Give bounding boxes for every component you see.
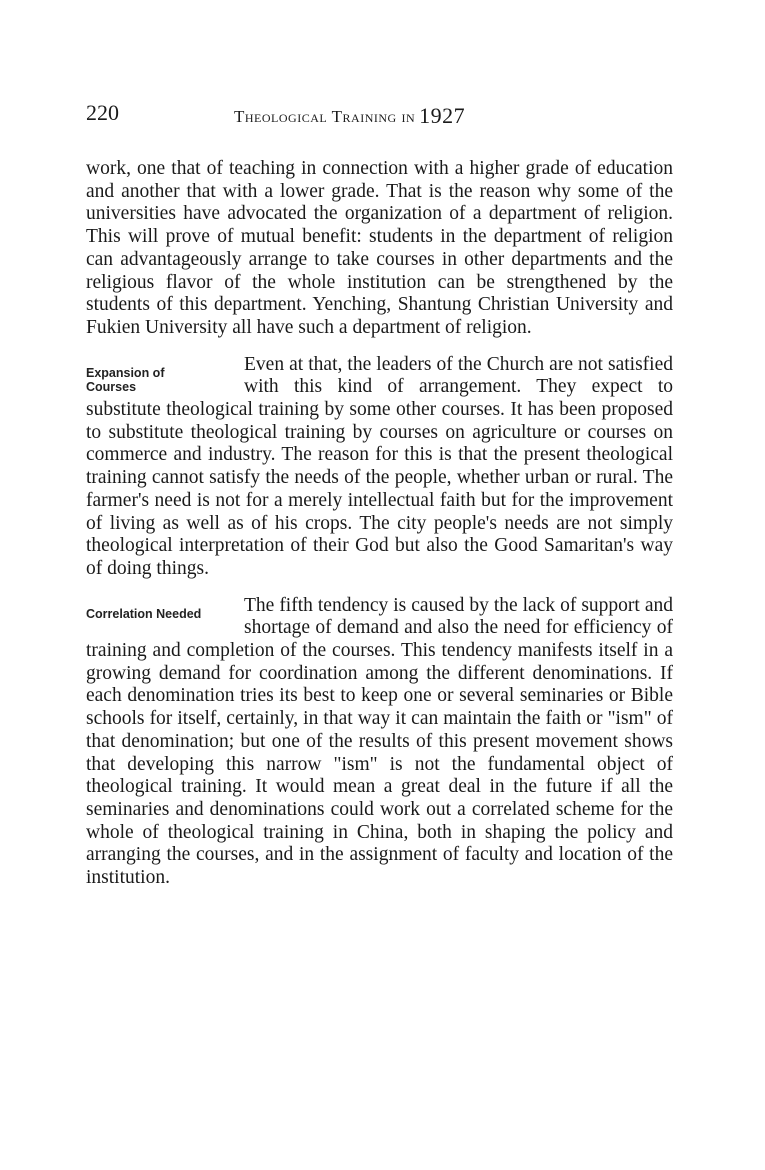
page-number: 220 [86,100,119,125]
book-page [86,100,673,890]
paragraph: The fifth tendency is caused by the lack of support and shortage of demand and also the need for efficiency of training and completion of the courses. This tendency manifests itself in a growing demand for coordination among the different denominations. If each denomination tries its best to keep one or several seminaries or Bible schools for itself, certainly, in that way it can maintain the faith or "ism" of that denomination; but one of the results of this present movement shows that developing this narrow "ism" is not the fundamental object of theological training. It would mean a great deal in the future if all the seminaries and denominations could work out a correlated scheme for the whole of theological training in China, both in shaping the policy and arranging the courses, and in the assignment of faculty and location of the institution. [86,594,673,889]
section-correlation [86,595,673,890]
side-note-correlation: Correlation Needed [86,606,202,621]
section-expansion [86,354,673,581]
side-note-expansion: Expansion of Courses [86,365,165,394]
paragraph: work, one that of teaching in connection with a higher grade of education and another that with a lower grade. That is the reason why some of the universities have advocated the organization of a department of religion. This will prove of mutual benefit: students in the department of religion can advantageously arrange to take courses in other departments and the religious flavor of the whole institution can be strengthened by the students of this department. Yenching, Shantung Christian University and Fukien University all have such a department of religion. [86,158,673,338]
running-head [234,102,465,128]
running-title: Theological Training in [234,107,416,126]
paragraph: Even at that, the leaders of the Church are not satisfied with this kind of arrangement. They expect to substitute theological training by some other courses. It has been proposed to substitute theological training by courses on agriculture or courses on commerce and industry. The reason for this is that the present theological training cannot satisfy the needs of the people, whether urban or rural. The farmer's need is not for a merely intellectual faith but for the improvement of living as well as of his crops. The city people's needs are not simply theological interpretation of their God but also the Good Samaritan's way of doing things. [86,353,673,579]
running-year: 1927 [419,103,466,128]
page-header [86,100,673,130]
